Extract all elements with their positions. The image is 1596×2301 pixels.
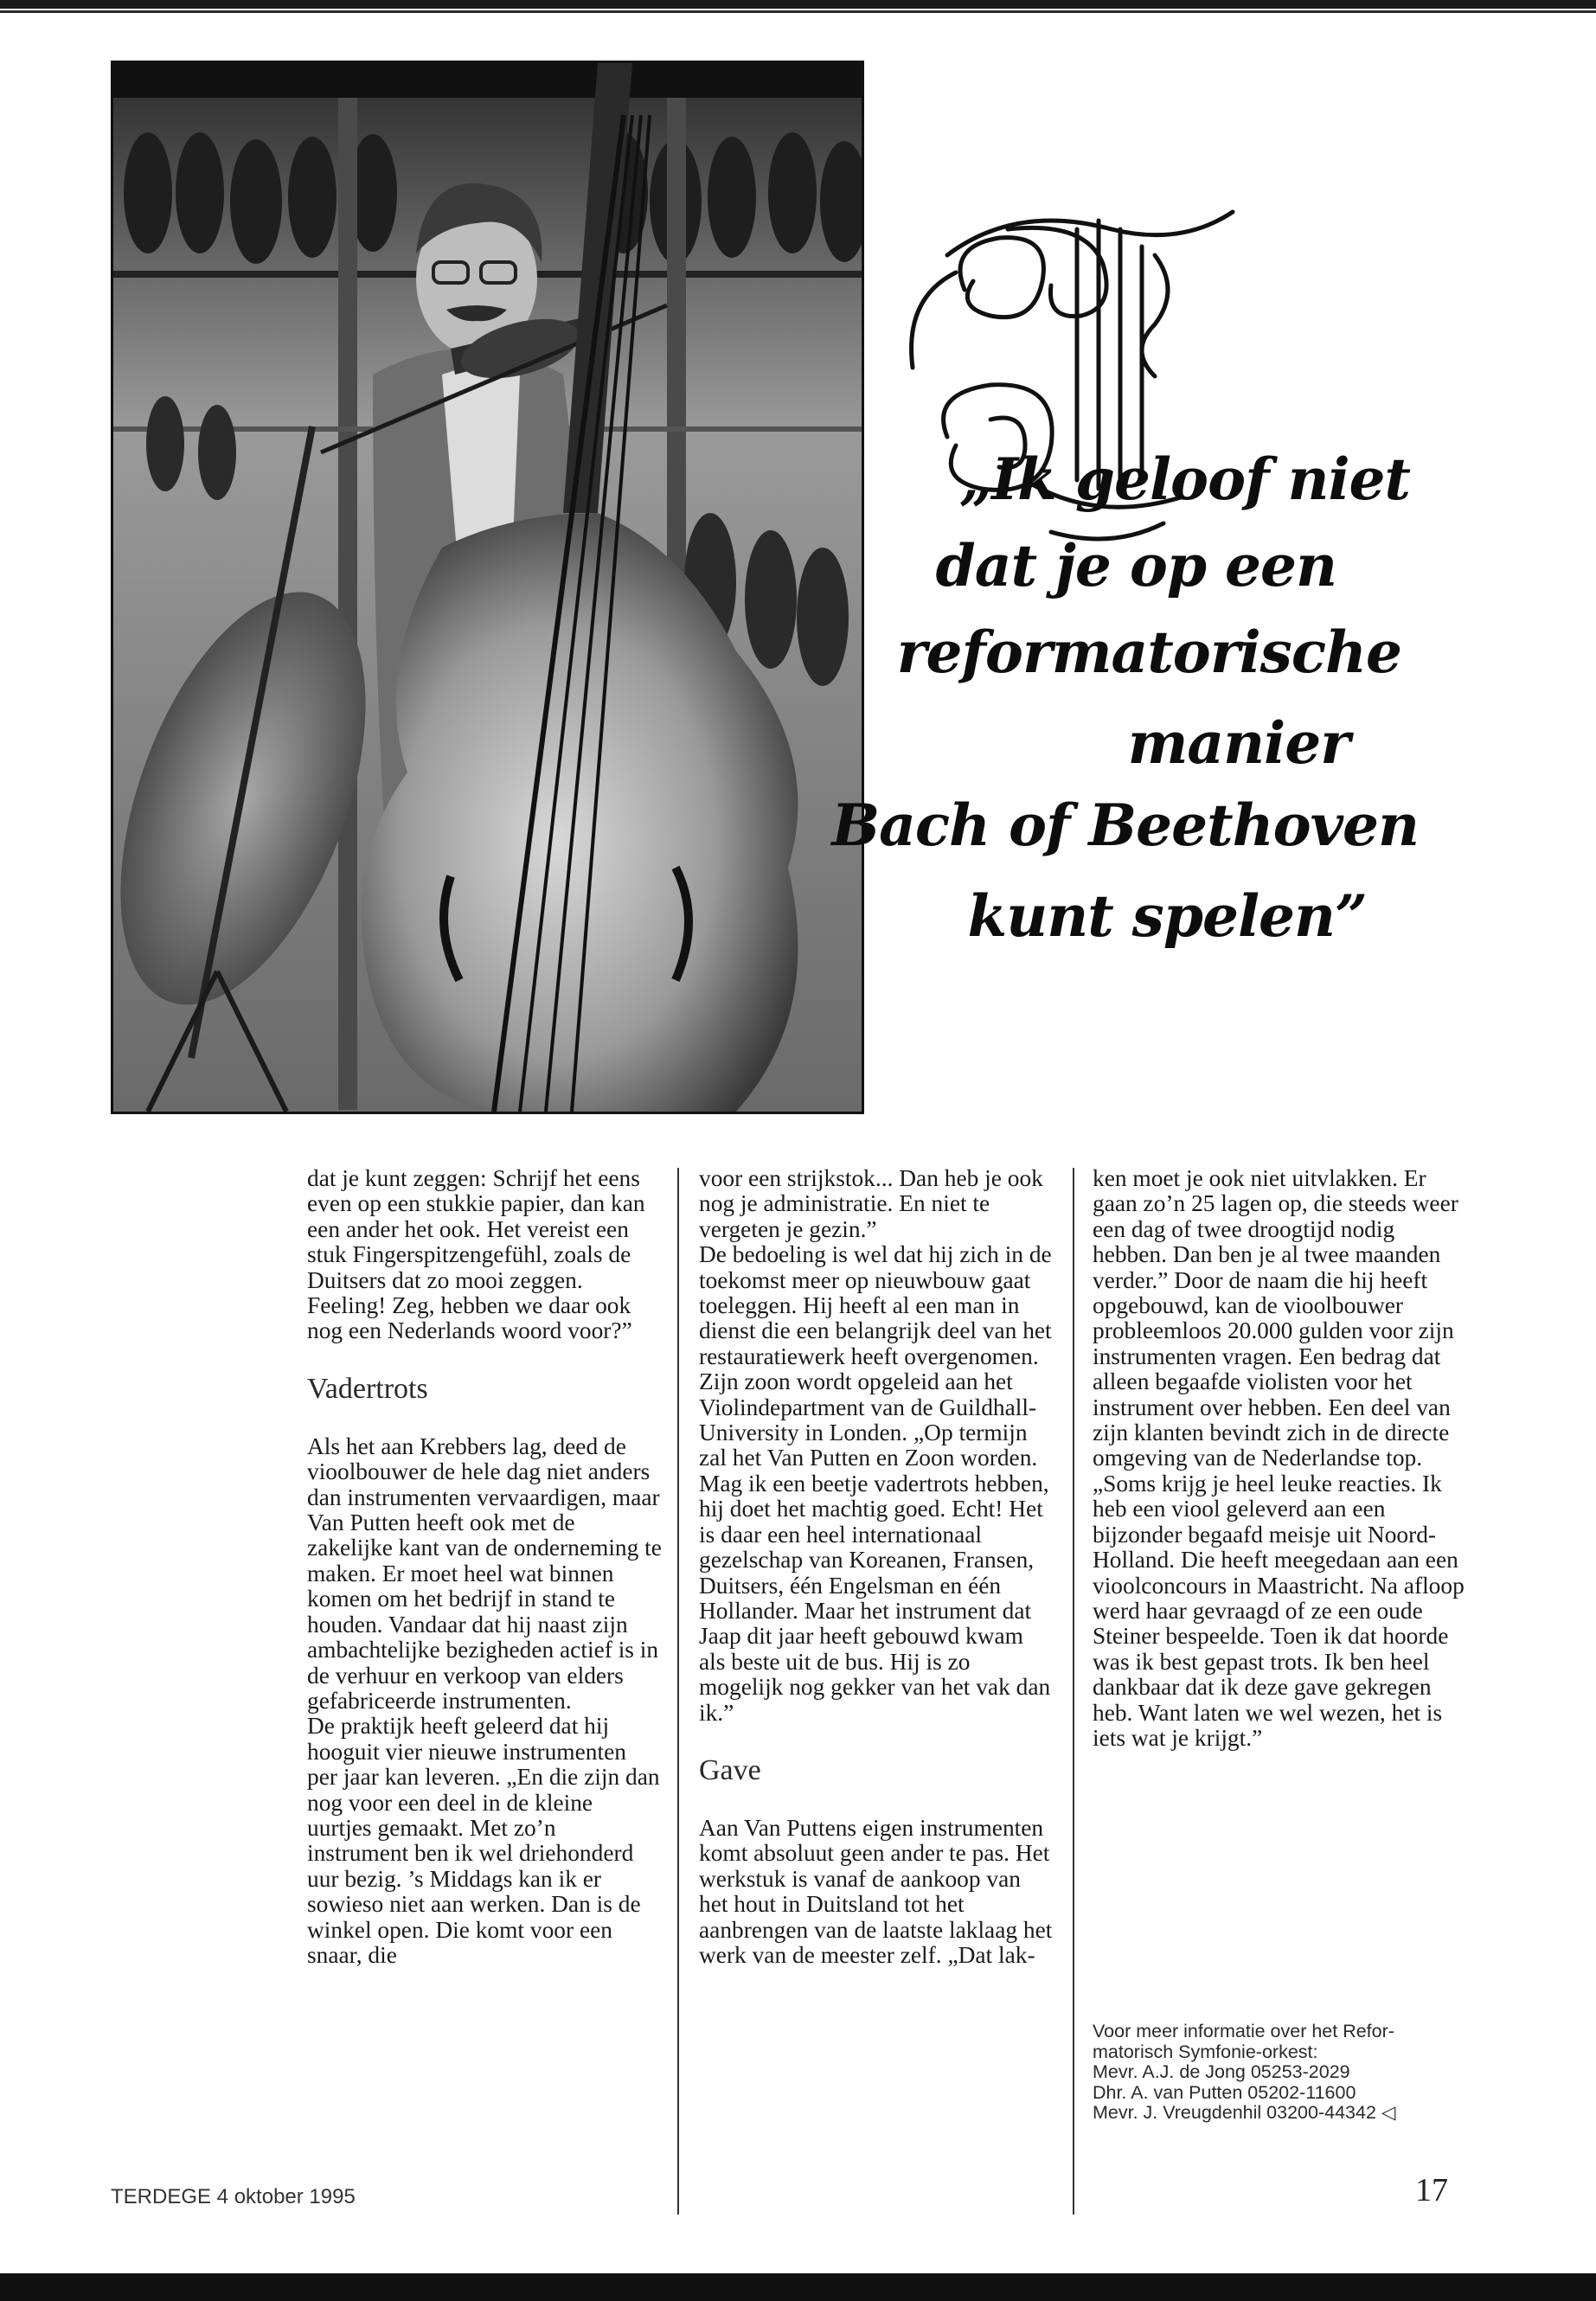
quote-line-5: Bach of Beethoven xyxy=(831,792,1419,859)
photo-violin-maker xyxy=(111,61,864,1114)
section-heading-vadertrots: Vadertrots xyxy=(307,1372,428,1405)
article-column-3 xyxy=(1093,1166,1473,1751)
bottom-rule xyxy=(0,2273,1596,2301)
paragraph: Als het aan Krebbers lag, deed de vioolbouwer de hele dag niet anders dan instrumenten vervaardigen, maar Van Putten heeft ook met de zakelijke kant van de onderneming te maken. Er moet heel wat binnen komen om het bedrijf in stand te houden. Vandaar dat hij naast zijn ambachtelijke bezigheden actief is in de verhuur en verkoop van elders gefabriceerde instrumenten. xyxy=(307,1433,662,1714)
quote-line-4: manier xyxy=(1127,709,1349,777)
contact-info xyxy=(1093,2022,1473,2124)
quote-line-1: „Ik geloof niet xyxy=(959,445,1410,513)
section-heading-gave: Gave xyxy=(699,1753,761,1786)
info-line: matorisch Symfonie-orkest: xyxy=(1093,2041,1318,2062)
paragraph: voor een strijkstok... Dan heb je ook nog je administratie. En niet te vergeten je gezin.” xyxy=(699,1165,1043,1242)
article-column-1 xyxy=(307,1166,662,1968)
paragraph: Aan Van Puttens eigen instrumenten komt absoluut geen ander te pas. Het werkstuk is vanaf de aankoop van het hout in Duitsland tot het aanbrengen van de laatste laklaag het werk van de meester zelf. „Dat lak- xyxy=(699,1814,1053,1968)
quote-line-3: reformatorische xyxy=(896,619,1401,686)
top-rule xyxy=(0,0,1596,9)
paragraph: ken moet je ook niet uitvlakken. Er gaan zo’n 25 lagen op, die steeds weer een dag of twee droogtijd nodig hebben. Dan ben je al twee maanden verder.” Door de naam die hij heeft opgebouwd, kan de vioolbouwer probleemloos 20.000 gulden voor zijn instrumenten vragen. Een bedrag dat alleen begaafde violisten voor het instrument over hebben. Een deel van zijn klanten bevindt zich in de directe omgeving van de Nederlandse top. xyxy=(1093,1165,1458,1471)
column-rule xyxy=(677,1168,679,2214)
paragraph: De praktijk heeft geleerd dat hij hooguit vier nieuwe instrumenten per jaar kan leveren. „En die zijn dan nog voor een deel in de kleine uurtjes gemaakt. Met zo’n instrument ben ik wel driehonderd uur bezig. ’s Middags kan ik er sowieso niet aan werken. Dan is de winkel open. Die komt voor een snaar, die xyxy=(307,1713,660,1968)
quote-line-6: kunt spelen” xyxy=(967,882,1367,950)
paragraph: dat je kunt zeggen: Schrijf het eens even op een stukkie papier, dan kan een ander het ook. Het vereist een stuk Fingerspitzengefühl, zoals de Duitsers dat zo mooi zeggen. Feeling! Zeg, hebben we daar ook nog een Nederlands woord voor?” xyxy=(307,1165,645,1344)
page-number: 17 xyxy=(1415,2172,1448,2208)
info-line: Mevr. A.J. de Jong 05253-2029 xyxy=(1093,2061,1350,2082)
info-line: Mevr. J. Vreugdenhil 03200-44342 ◁ xyxy=(1093,2102,1396,2123)
paragraph: De bedoeling is wel dat hij zich in de toekomst meer op nieuwbouw gaat toeleggen. Hij heeft al een man in dienst die een belangrijk deel van het restauratiewerk heeft overgenomen. Zijn zoon wordt opgeleid aan het Violindepartment van de Guildhall-University in Londen. „Op termijn zal het Van Putten en Zoon worden. Mag ik een beetje vadertrots hebben, hij doet het machtig goed. Echt! Het is daar een heel internationaal gezelschap van Koreanen, Fransen, Duitsers, één Engelsman en één Hollander. Maar het instrument dat Jaap dit jaar heeft gebouwd kwam als beste uit de bus. Hij is zo mogelijk nog gekker van het vak dan ik.” xyxy=(699,1241,1052,1726)
pull-quote xyxy=(831,445,1471,982)
publication-footer: TERDEGE 4 oktober 1995 xyxy=(111,2185,356,2208)
top-rule-thin xyxy=(0,10,1596,13)
info-line: Voor meer informatie over het Refor- xyxy=(1093,2021,1394,2041)
paragraph: „Soms krijg je heel leuke reacties. Ik heb een viool geleverd aan een bijzonder begaafd meisje uit Noord-Holland. Die heeft meegedaan aan een vioolconcours in Maastricht. Na afloop werd haar gevraagd of ze een oude Steiner bespeelde. Toen ik dat hoorde was ik best gepast trots. Ik ben heel dankbaar dat ik deze gave gekregen heb. Want laten we wel wezen, het is iets wat je krijgt.” xyxy=(1093,1470,1465,1751)
article-column-2 xyxy=(699,1166,1054,1968)
info-line: Dhr. A. van Putten 05202-11600 xyxy=(1093,2081,1356,2103)
column-rule xyxy=(1073,1168,1074,2214)
quote-line-2: dat je op een xyxy=(935,532,1336,599)
